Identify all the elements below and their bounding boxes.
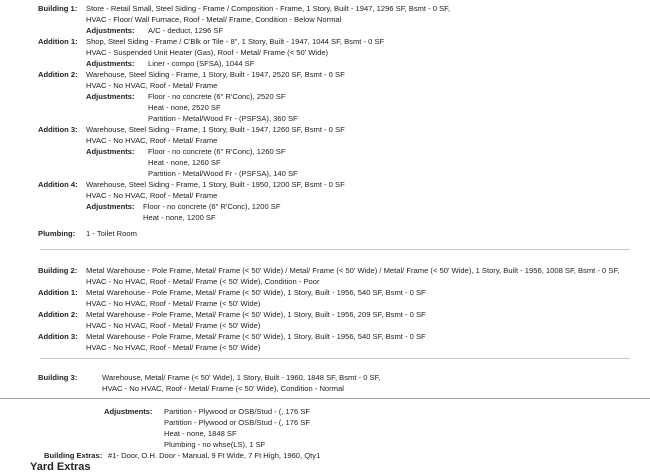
addition-1-line-2: HVAC - Suspended Unit Heater (Gas), Roof - Metal/ Frame (< 50' Wide) <box>86 48 329 57</box>
addition-2-line-1: Warehouse, Steel Siding - Frame, 1 Story, Built - 1947, 2520 SF, Bsmt - 0 SF <box>86 70 345 79</box>
addition-1-label: Addition 1: <box>38 37 78 46</box>
section-divider-1 <box>40 249 630 250</box>
addition-3-adjustments-label: Adjustments: <box>86 147 135 156</box>
addition-4-line-2: HVAC - No HVAC, Roof - Metal/ Frame <box>86 191 218 200</box>
b2-addition-2-line-1: Metal Warehouse - Pole Frame, Metal/ Frame (< 50' Wide), 1 Story, Built - 1956, 209 SF, Bsmt - 0 SF <box>86 310 426 319</box>
addition-2-adjustment-2: Heat - none, 2520 SF <box>148 103 221 112</box>
addition-3-adjustment-1: Floor - no concrete (6" R'Conc), 1260 SF <box>148 147 286 156</box>
addition-2-adjustment-3: Partition - Metal/Wood Fr - (PSFSA), 360 SF <box>148 114 298 123</box>
building-extras-label: Building Extras: <box>44 451 103 460</box>
addition-4-adjustments-label: Adjustments: <box>86 202 135 211</box>
building-3-adjustment-2: Partition - Plywood or OSB/Stud - (, 176 SF <box>164 418 311 427</box>
addition-2-line-2: HVAC - No HVAC, Roof - Metal/ Frame <box>86 81 218 90</box>
building-3-adjustment-4: Plumbing - no whse(LS), 1 SF <box>164 440 266 449</box>
addition-3-adjustment-2: Heat - none, 1260 SF <box>148 158 221 167</box>
building-1-label: Building 1: <box>38 4 78 13</box>
addition-4-adjustment-1: Floor - no concrete (6" R'Conc), 1200 SF <box>143 202 281 211</box>
addition-1-line-1: Shop, Steel Siding - Frame / C'Blk or Tile - 8", 1 Story, Built - 1947, 1044 SF, Bsmt - 0 SF <box>86 37 385 46</box>
addition-4-adjustment-2: Heat - none, 1200 SF <box>143 213 216 222</box>
yard-extras-title: Yard Extras <box>30 461 91 473</box>
addition-3-label: Addition 3: <box>38 125 78 134</box>
b2-addition-1-line-2: HVAC - No HVAC, Roof - Metal/ Frame (< 50' Wide) <box>86 299 261 308</box>
building-3-label: Building 3: <box>38 373 78 382</box>
plumbing-label: Plumbing: <box>38 229 76 238</box>
addition-2-adjustment-1: Floor - no concrete (6" R'Conc), 2520 SF <box>148 92 286 101</box>
building-3-adjustment-1: Partition - Plywood or OSB/Stud - (, 176 SF <box>164 407 311 416</box>
addition-4-label: Addition 4: <box>38 180 78 189</box>
b2-addition-3-label: Addition 3: <box>38 332 78 341</box>
b2-addition-3-line-1: Metal Warehouse - Pole Frame, Metal/ Frame (< 50' Wide), 1 Story, Built - 1956, 540 SF, Bsmt - 0 SF <box>86 332 426 341</box>
building-2-label: Building 2: <box>38 266 78 275</box>
building-3-line-2: HVAC - No HVAC, Roof - Metal/ Frame (< 50' Wide), Condition - Normal <box>102 384 344 393</box>
plumbing-value: 1 - Toilet Room <box>86 229 137 238</box>
building-extras-value: #1- Door, O.H. Door - Manual, 9 Ft Wide, 7 Ft High, 1960, Qty1 <box>108 451 321 460</box>
addition-4-line-1: Warehouse, Steel Siding - Frame, 1 Story, Built - 1950, 1200 SF, Bsmt - 0 SF <box>86 180 345 189</box>
addition-2-label: Addition 2: <box>38 70 78 79</box>
addition-1-adjustments-label: Adjustments: <box>86 59 135 68</box>
page-break-line <box>0 398 650 399</box>
building-3-line-1: Warehouse, Metal/ Frame (< 50' Wide), 1 Story, Built - 1960, 1848 SF, Bsmt - 0 SF, <box>102 373 381 382</box>
section-divider-2 <box>40 358 630 359</box>
addition-1-adjustment-1: Liner - compo (SFSA), 1044 SF <box>148 59 255 68</box>
building-1-line-1: Store - Retail Small, Steel Siding - Frame / Composition - Frame, 1 Story, Built - 1947, 1296 SF, Bsmt - 0 SF, <box>86 4 451 13</box>
addition-3-line-2: HVAC - No HVAC, Roof - Metal/ Frame <box>86 136 218 145</box>
building-1-adjustments-label: Adjustments: <box>86 26 135 35</box>
building-2-line-1: Metal Warehouse - Pole Frame, Metal/ Frame (< 50' Wide) / Metal/ Frame (< 50' Wide) / Metal/ Frame (< 50' Wide), 1 Story, Built - 1956, 1008 SF, Bsmt - 0 SF, <box>86 266 620 275</box>
b2-addition-2-label: Addition 2: <box>38 310 78 319</box>
building-3-adjustments-label: Adjustments: <box>104 407 153 416</box>
addition-2-adjustments-label: Adjustments: <box>86 92 135 101</box>
addition-3-line-1: Warehouse, Steel Siding - Frame, 1 Story, Built - 1947, 1260 SF, Bsmt - 0 SF <box>86 125 345 134</box>
building-1-line-2: HVAC - Floor/ Wall Furnace, Roof - Metal/ Frame, Condition - Below Normal <box>86 15 342 24</box>
b2-addition-1-line-1: Metal Warehouse - Pole Frame, Metal/ Frame (< 50' Wide), 1 Story, Built - 1956, 540 SF, Bsmt - 0 SF <box>86 288 426 297</box>
building-1-adjustment-1: A/C - deduct, 1296 SF <box>148 26 224 35</box>
addition-3-adjustment-3: Partition - Metal/Wood Fr - (PSFSA), 140 SF <box>148 169 298 178</box>
b2-addition-2-line-2: HVAC - No HVAC, Roof - Metal/ Frame (< 50' Wide) <box>86 321 261 330</box>
b2-addition-1-label: Addition 1: <box>38 288 78 297</box>
building-3-adjustment-3: Heat - none, 1848 SF <box>164 429 237 438</box>
building-2-line-2: HVAC - No HVAC, Roof - Metal/ Frame (< 50' Wide), Condition - Poor <box>86 277 320 286</box>
b2-addition-3-line-2: HVAC - No HVAC, Roof - Metal/ Frame (< 50' Wide) <box>86 343 261 352</box>
